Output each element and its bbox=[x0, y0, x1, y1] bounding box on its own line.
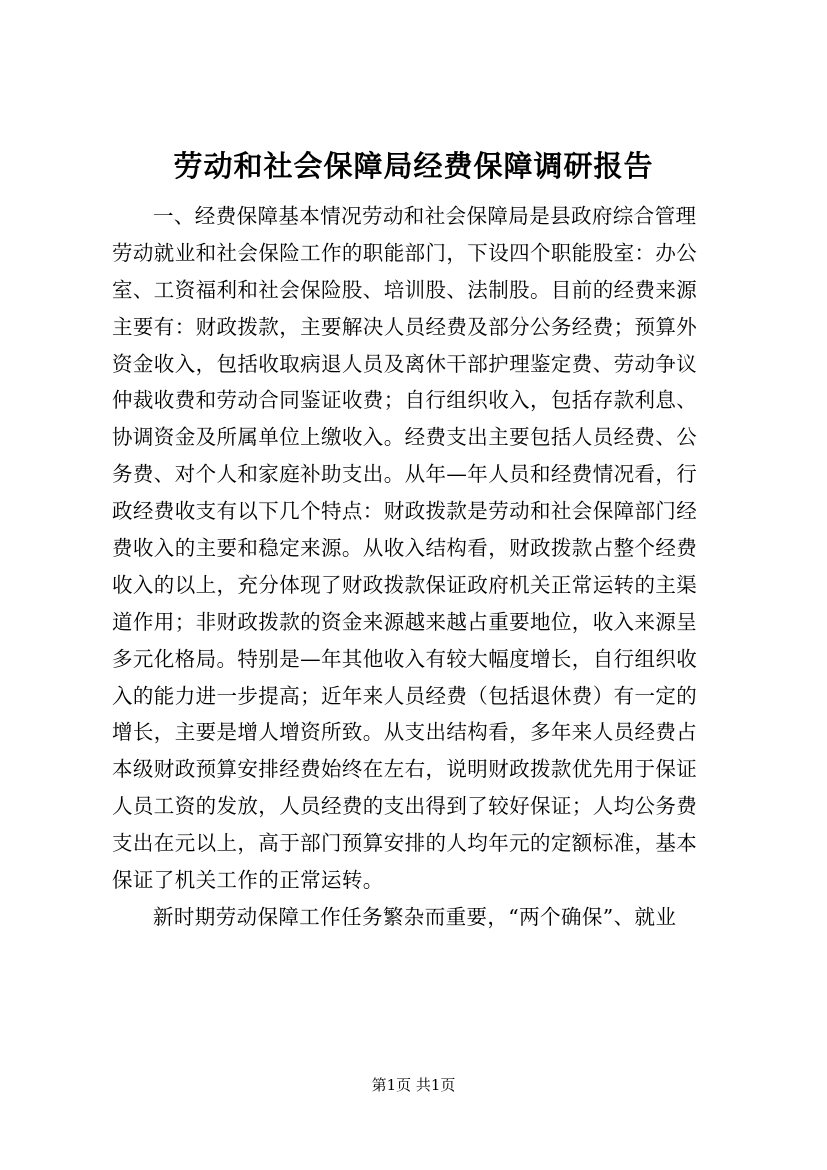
body-line: 人员工资的发放，人员经费的支出得到了较好保证；人均公务费 bbox=[112, 794, 698, 819]
body-line: 政经费收支有以下几个特点：财政拨款是劳动和社会保障部门经 bbox=[112, 499, 698, 524]
body-line: 资金收入，包括收取病退人员及离休干部护理鉴定费、劳动争议 bbox=[112, 351, 698, 376]
body-line: 费收入的主要和稳定来源。从收入结构看，财政拨款占整个经费 bbox=[112, 536, 698, 561]
body-line: 务费、对个人和家庭补助支出。从年—年人员和经费情况看，行 bbox=[112, 462, 698, 487]
body-line: 劳动就业和社会保险工作的职能部门，下设四个职能股室：办公 bbox=[112, 240, 698, 265]
body-line: 主要有：财政拨款，主要解决人员经费及部分公务经费；预算外 bbox=[112, 314, 698, 339]
body-line: 室、工资福利和社会保险股、培训股、法制股。目前的经费来源 bbox=[112, 277, 698, 302]
body-line: 本级财政预算安排经费始终在左右，说明财政拨款优先用于保证 bbox=[112, 757, 698, 782]
body-line: 入的能力进一步提高；近年来人员经费（包括退休费）有一定的 bbox=[112, 683, 698, 708]
document-body bbox=[112, 198, 732, 936]
body-line: 一、经费保障基本情况劳动和社会保障局是县政府综合管理 bbox=[153, 204, 697, 228]
body-line: 仲裁收费和劳动合同鉴证收费；自行组织收入，包括存款利息、 bbox=[112, 388, 698, 413]
document-title: 劳动和社会保障局经费保障调研报告 bbox=[173, 149, 654, 183]
body-line: 保证了机关工作的正常运转。 bbox=[112, 868, 384, 893]
body-line: 协调资金及所属单位上缴收入。经费支出主要包括人员经费、公 bbox=[112, 425, 698, 450]
body-line: 收入的以上，充分体现了财政拨款保证政府机关正常运转的主渠 bbox=[112, 572, 698, 597]
body-line: 新时期劳动保障工作任务繁杂而重要，“两个确保”、就业 bbox=[153, 904, 677, 929]
body-line: 支出在元以上，高于部门预算安排的人均年元的定额标准，基本 bbox=[112, 831, 698, 856]
body-line: 多元化格局。特别是—年其他收入有较大幅度增长，自行组织收 bbox=[112, 646, 698, 671]
body-line: 增长，主要是增人增资所致。从支出结构看，多年来人员经费占 bbox=[112, 720, 698, 745]
body-line: 道作用；非财政拨款的资金来源越来越占重要地位，收入来源呈 bbox=[112, 609, 698, 634]
page-footer: 第1页 共1页 bbox=[371, 1076, 456, 1094]
